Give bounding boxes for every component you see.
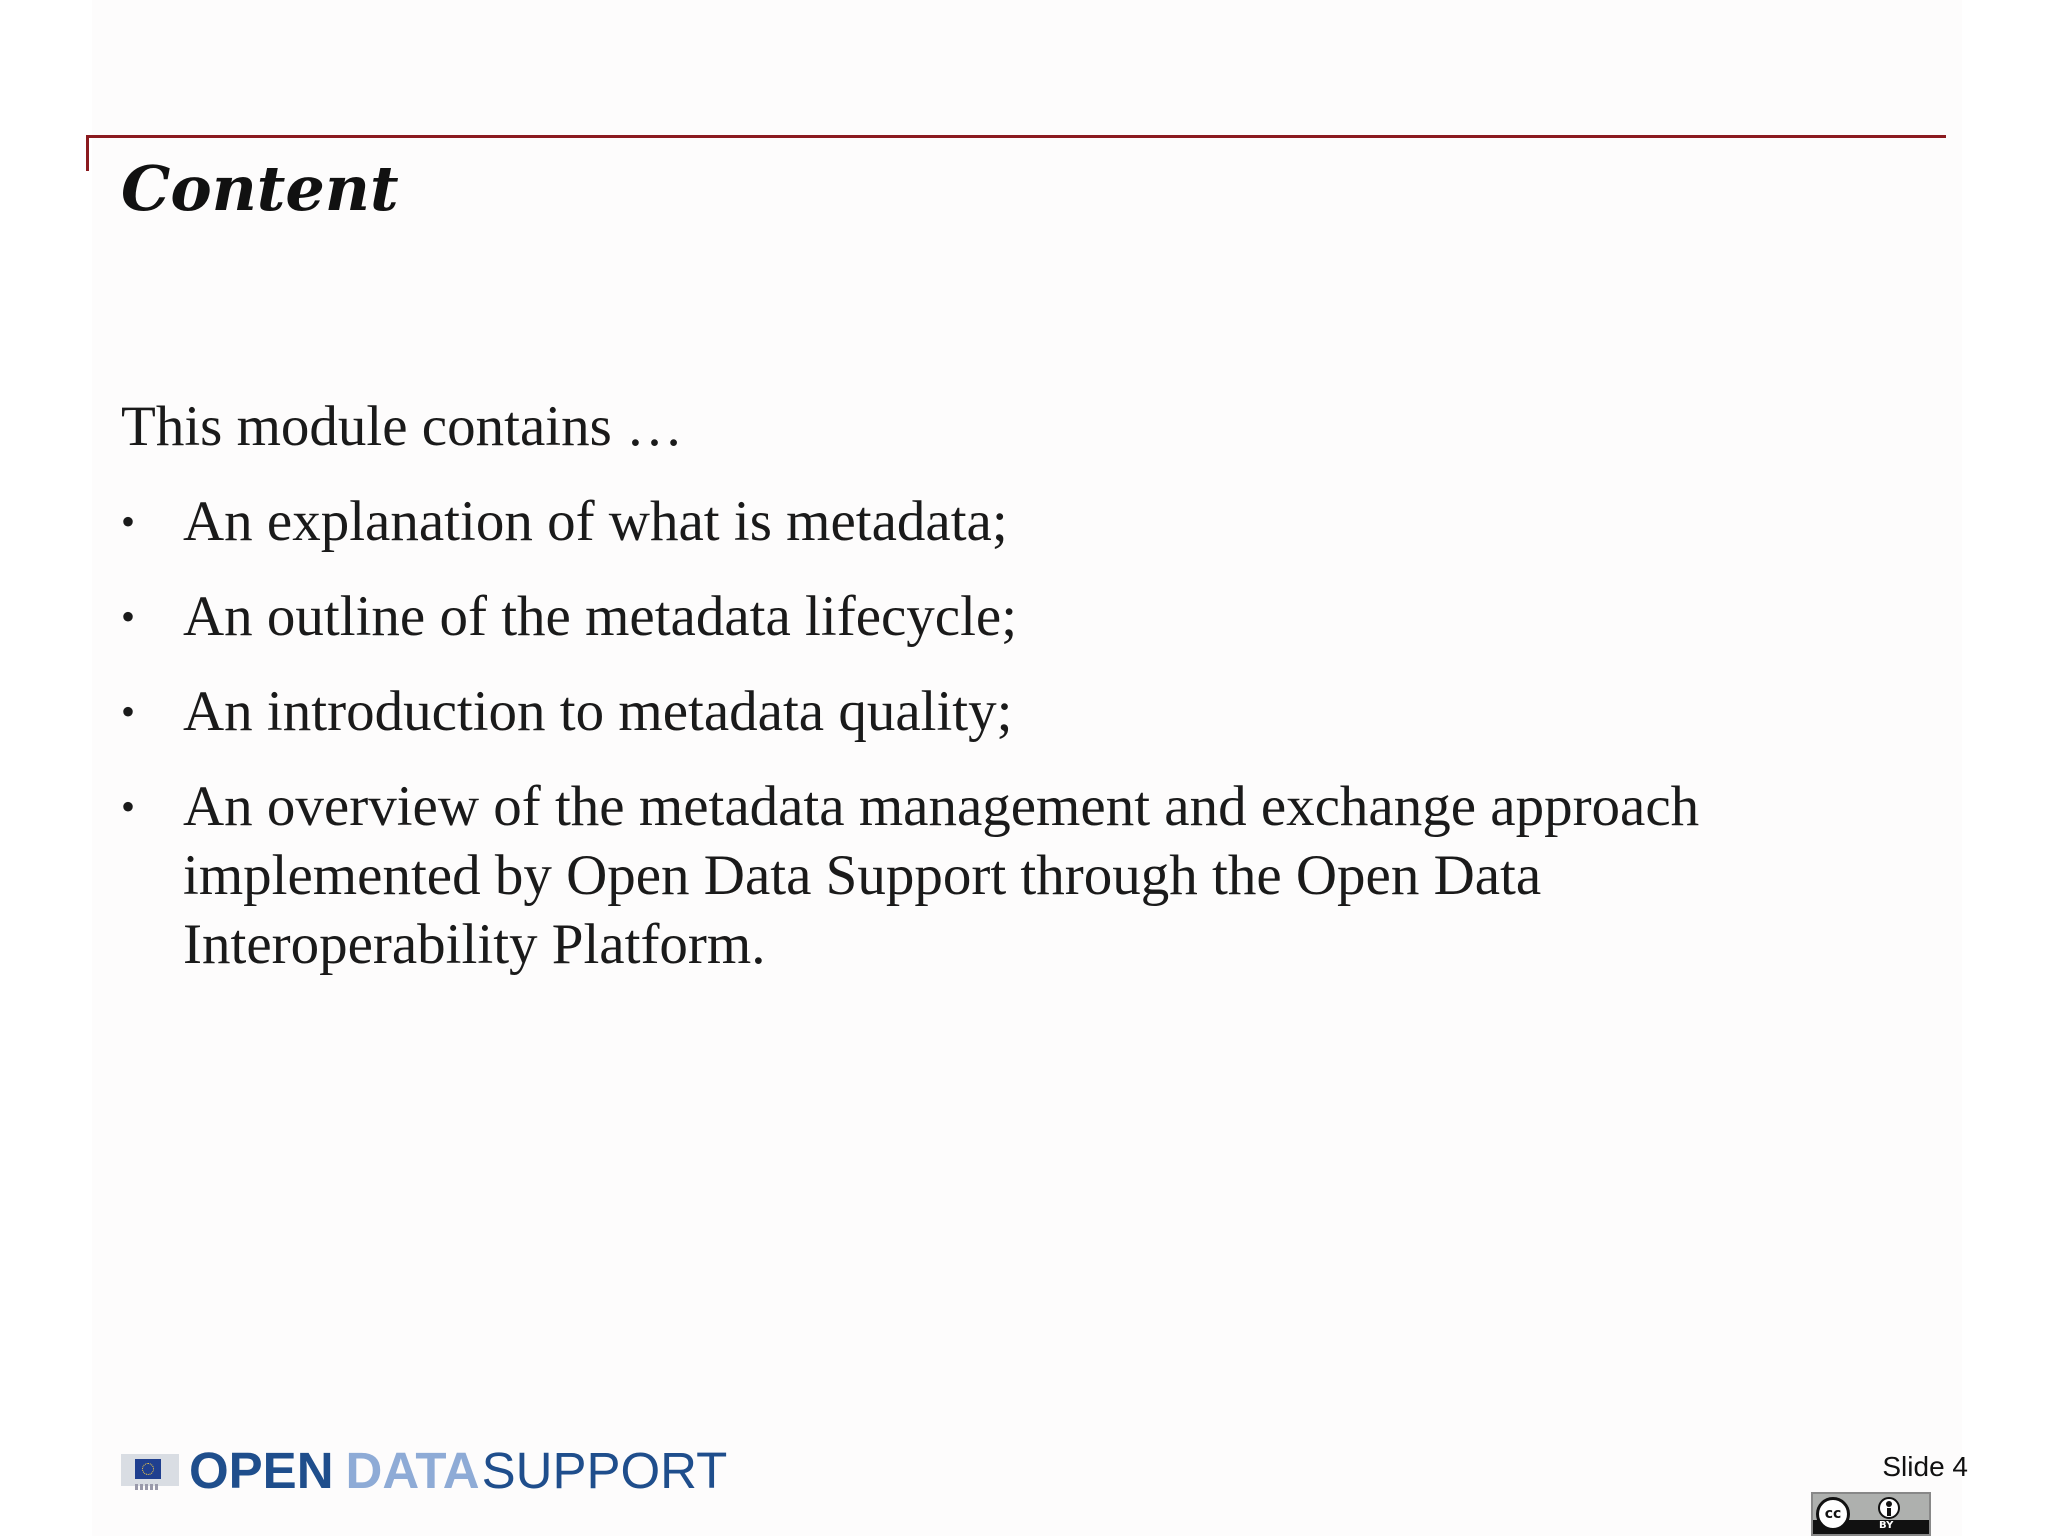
bullet-icon: • [121, 499, 136, 544]
slide-number: Slide 4 [1882, 1451, 1968, 1482]
by-label: BY [1879, 1520, 1894, 1531]
title-rule-corner [86, 135, 89, 171]
bullet-list [121, 487, 1901, 979]
bullet-icon: • [121, 689, 136, 734]
slide-body [121, 392, 1901, 1005]
title-rule [86, 135, 1946, 138]
bullet-icon: • [121, 594, 136, 639]
slide-title: Content [121, 152, 399, 225]
bullet-item [121, 487, 1901, 556]
open-data-support-logo [121, 1442, 727, 1498]
intro-text: This module contains … [121, 395, 684, 458]
bullet-icon: • [121, 784, 136, 829]
bullet-text: An overview of the metadata management and exchange approach implemented by Open Data Support through the Open Data Interoperability Platform. [183, 775, 1700, 976]
bullet-text: An explanation of what is metadata; [183, 490, 1008, 553]
bullet-item [121, 772, 1901, 979]
logo-word-open: OPEN [189, 1441, 334, 1499]
eu-flag-icon [121, 1448, 179, 1492]
cc-by-icon [1811, 1492, 1931, 1536]
person-icon [1878, 1497, 1900, 1519]
bullet-text: An introduction to metadata quality; [183, 680, 1013, 743]
logo-word-data: DATA [345, 1441, 480, 1499]
cc-icon-text: cc [1816, 1497, 1850, 1531]
bullet-item [121, 582, 1901, 651]
bullet-item [121, 677, 1901, 746]
logo-word-support: SUPPORT [481, 1441, 728, 1499]
bullet-text: An outline of the metadata lifecycle; [183, 585, 1018, 648]
